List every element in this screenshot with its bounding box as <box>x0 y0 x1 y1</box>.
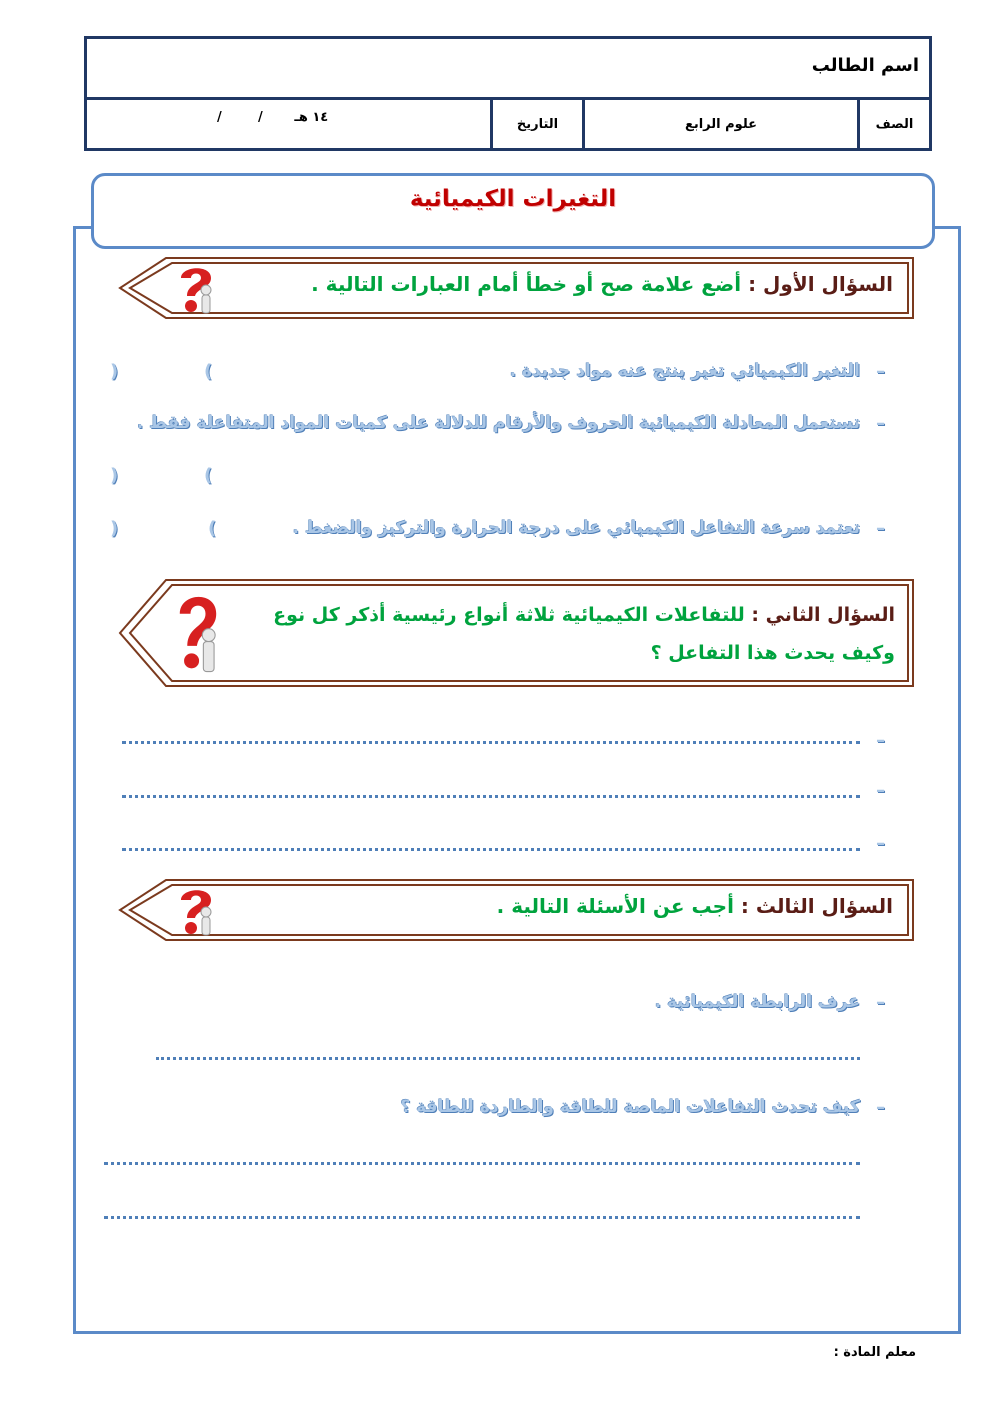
item-dash: – <box>876 518 885 539</box>
item-dash: – <box>876 730 885 751</box>
answer-line[interactable] <box>156 1057 860 1060</box>
answer-paren-close: ) <box>110 518 119 539</box>
q3-question-1: عرف الرابطة الكيميائية . <box>654 992 860 1012</box>
question-1-text: أضع علامة صح أو خطأ أمام العبارات التالية . <box>311 272 742 296</box>
title-box <box>91 173 935 249</box>
answer-line[interactable] <box>104 1162 860 1165</box>
worksheet-frame <box>73 226 961 1334</box>
q1-statement-3: تعتمد سرعة التفاعل الكيميائي على درجة الحرارة والتركيز والضغط . <box>292 518 860 538</box>
answer-paren-close: ) <box>110 361 119 382</box>
item-dash: – <box>876 780 885 801</box>
question-2-banner <box>118 578 915 688</box>
answer-line[interactable] <box>122 741 860 744</box>
answer-line[interactable] <box>122 795 860 798</box>
question-3-text: أجب عن الأسئلة التالية . <box>496 894 734 918</box>
student-name-label: اسم الطالب <box>811 55 919 76</box>
item-dash: – <box>876 413 885 434</box>
question-1-banner <box>118 256 915 320</box>
date-value: / / ١٤ هـ <box>217 110 329 125</box>
question-mark-figure-icon <box>173 884 219 938</box>
question-3-banner <box>118 878 915 942</box>
subject-value: علوم الرابع <box>582 100 857 148</box>
answer-paren-open: ( <box>204 465 213 486</box>
q3-question-2: كيف تحدث التفاعلات الماصة للطاقة والطاردة للطاقة ؟ <box>400 1097 860 1117</box>
item-dash: – <box>876 992 885 1013</box>
question-2-text-2: وكيف يحدث هذا التفاعل ؟ <box>650 642 895 664</box>
page-title: التغيرات الكيميائية <box>409 186 617 212</box>
answer-line[interactable] <box>122 848 860 851</box>
question-1-label: السؤال الأول : <box>748 272 893 296</box>
question-2-label: السؤال الثاني : <box>751 604 895 626</box>
answer-paren-open: ( <box>208 518 217 539</box>
question-2-text-1: للتفاعلات الكيميائية ثلاثة أنواع رئيسية أذكر كل نوع <box>273 604 745 626</box>
class-label: الصف <box>857 100 929 148</box>
question-3-label: السؤال الثالث : <box>740 894 893 918</box>
item-dash: – <box>876 1097 885 1118</box>
question-mark-figure-icon <box>173 588 223 678</box>
q1-statement-1: التغير الكيميائي تغير ينتج عنه مواد جديدة . <box>509 361 860 381</box>
answer-paren-close: ) <box>110 465 119 486</box>
question-mark-figure-icon <box>173 262 219 316</box>
date-label: التاريخ <box>490 100 582 148</box>
answer-line[interactable] <box>104 1216 860 1219</box>
question-2-line-1 <box>273 596 895 634</box>
teacher-label: معلم المادة : <box>833 1345 916 1360</box>
question-1-prompt <box>311 272 893 296</box>
answer-paren-open: ( <box>204 361 213 382</box>
item-dash: – <box>876 833 885 854</box>
q1-statement-2: تستعمل المعادلة الكيميائية الحروف والأرقام للدلالة على كميات المواد المتفاعلة فقط . <box>136 413 860 433</box>
student-name-row <box>87 39 929 100</box>
item-dash: – <box>876 361 885 382</box>
question-2-prompt <box>273 596 895 672</box>
student-info-table <box>84 36 932 151</box>
question-3-prompt <box>497 894 893 918</box>
